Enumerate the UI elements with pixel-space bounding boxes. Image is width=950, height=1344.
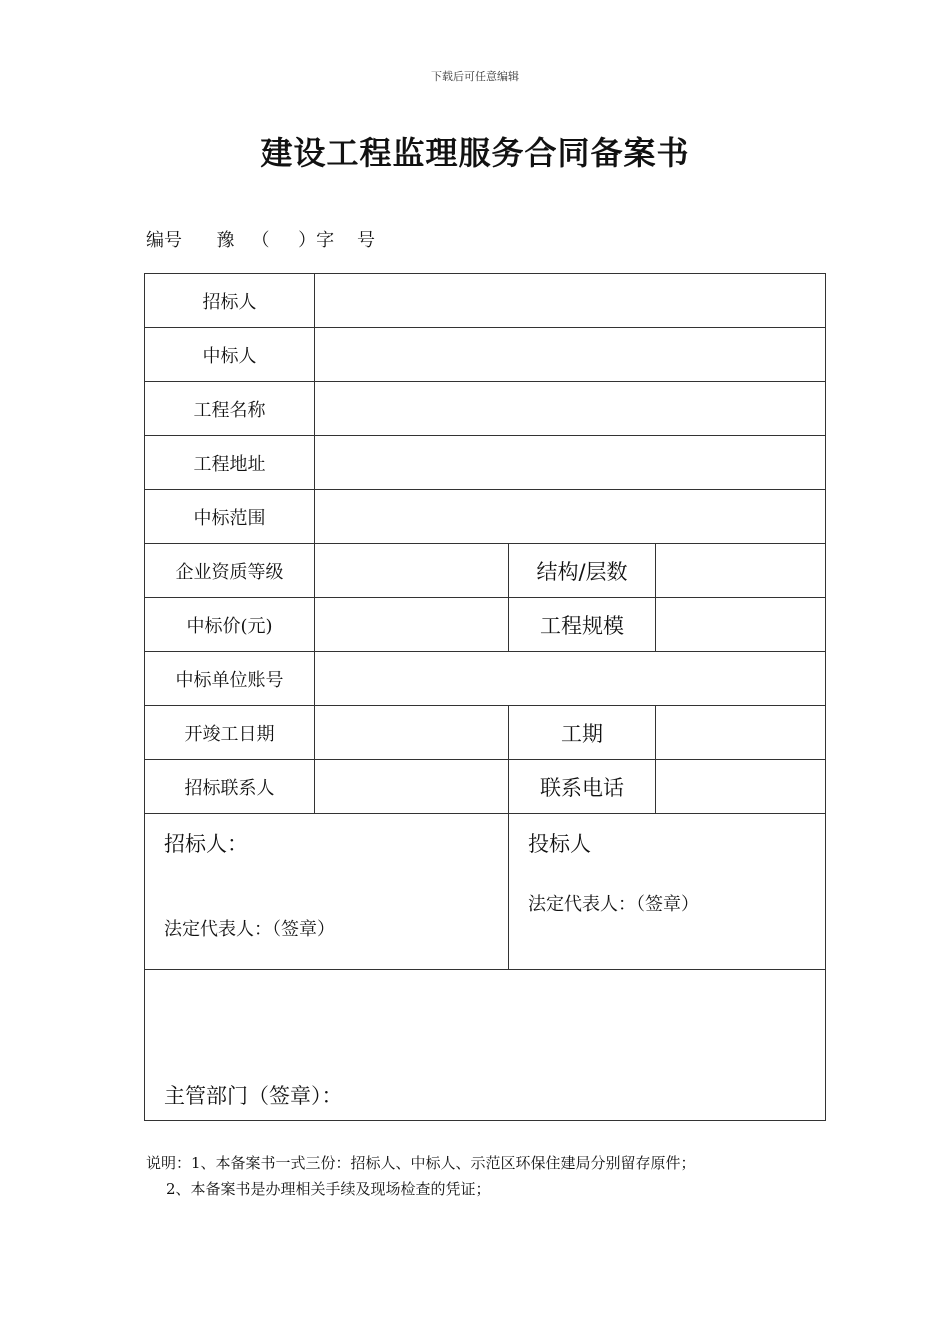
field-start-end-date[interactable] xyxy=(315,706,509,760)
label-project-scale: 工程规模 xyxy=(509,598,656,652)
label-project-address: 工程地址 xyxy=(145,436,315,490)
form-row-project-name xyxy=(145,382,826,436)
form-row-project-address xyxy=(145,436,826,490)
form-row-qualification xyxy=(145,544,826,598)
bidder-legal-rep: 法定代表人：（签章） xyxy=(528,894,699,915)
note-line-1: 说明：1、本备案书一式三份：招标人、中标人、示范区环保住建局分别留存原件； xyxy=(146,1154,696,1172)
bidder-signature-title: 投标人 xyxy=(528,832,591,856)
form-row-contact xyxy=(145,760,826,814)
form-row-department xyxy=(145,970,826,1121)
department-signature-block[interactable] xyxy=(145,970,826,1121)
field-tender-contact[interactable] xyxy=(315,760,509,814)
notes xyxy=(146,1150,696,1202)
form-row-bid-scope xyxy=(145,490,826,544)
label-tenderer: 招标人 xyxy=(145,274,315,328)
field-project-name[interactable] xyxy=(315,382,826,436)
label-bid-scope: 中标范围 xyxy=(145,490,315,544)
serial-number-line: 编号 豫 （ ）字 号 xyxy=(146,230,375,251)
header-note: 下载后可任意编辑 xyxy=(431,70,519,83)
form-row-tenderer xyxy=(145,274,826,328)
field-qualification-grade[interactable] xyxy=(315,544,509,598)
field-contact-phone[interactable] xyxy=(656,760,826,814)
label-structure-floors: 结构/层数 xyxy=(509,544,656,598)
label-duration: 工期 xyxy=(509,706,656,760)
form-row-bid-price xyxy=(145,598,826,652)
label-tender-contact: 招标联系人 xyxy=(145,760,315,814)
label-qualification-grade: 企业资质等级 xyxy=(145,544,315,598)
bidder-signature-block[interactable] xyxy=(509,814,826,970)
document-title: 建设工程监理服务合同备案书 xyxy=(260,134,690,172)
field-project-address[interactable] xyxy=(315,436,826,490)
field-bid-price[interactable] xyxy=(315,598,509,652)
label-start-end-date: 开竣工日期 xyxy=(145,706,315,760)
field-tenderer[interactable] xyxy=(315,274,826,328)
department-signature-label: 主管部门（签章）： xyxy=(164,1084,343,1108)
label-project-name: 工程名称 xyxy=(145,382,315,436)
tenderer-signature-block[interactable] xyxy=(145,814,509,970)
field-bid-scope[interactable] xyxy=(315,490,826,544)
label-winning-bidder: 中标人 xyxy=(145,328,315,382)
tenderer-legal-rep: 法定代表人：（签章） xyxy=(164,919,335,940)
form-row-signatures xyxy=(145,814,826,970)
form-row-dates xyxy=(145,706,826,760)
field-bank-account[interactable] xyxy=(315,652,826,706)
field-structure-floors[interactable] xyxy=(656,544,826,598)
label-bank-account: 中标单位账号 xyxy=(145,652,315,706)
note-line-2: 2、本备案书是办理相关手续及现场检查的凭证； xyxy=(166,1180,491,1198)
form-row-winning-bidder xyxy=(145,328,826,382)
field-duration[interactable] xyxy=(656,706,826,760)
field-project-scale[interactable] xyxy=(656,598,826,652)
label-contact-phone: 联系电话 xyxy=(509,760,656,814)
form-row-bank-account xyxy=(145,652,826,706)
tenderer-signature-title: 招标人： xyxy=(164,832,248,856)
label-bid-price: 中标价(元) xyxy=(145,598,315,652)
filing-form-table xyxy=(144,273,826,1121)
field-winning-bidder[interactable] xyxy=(315,328,826,382)
